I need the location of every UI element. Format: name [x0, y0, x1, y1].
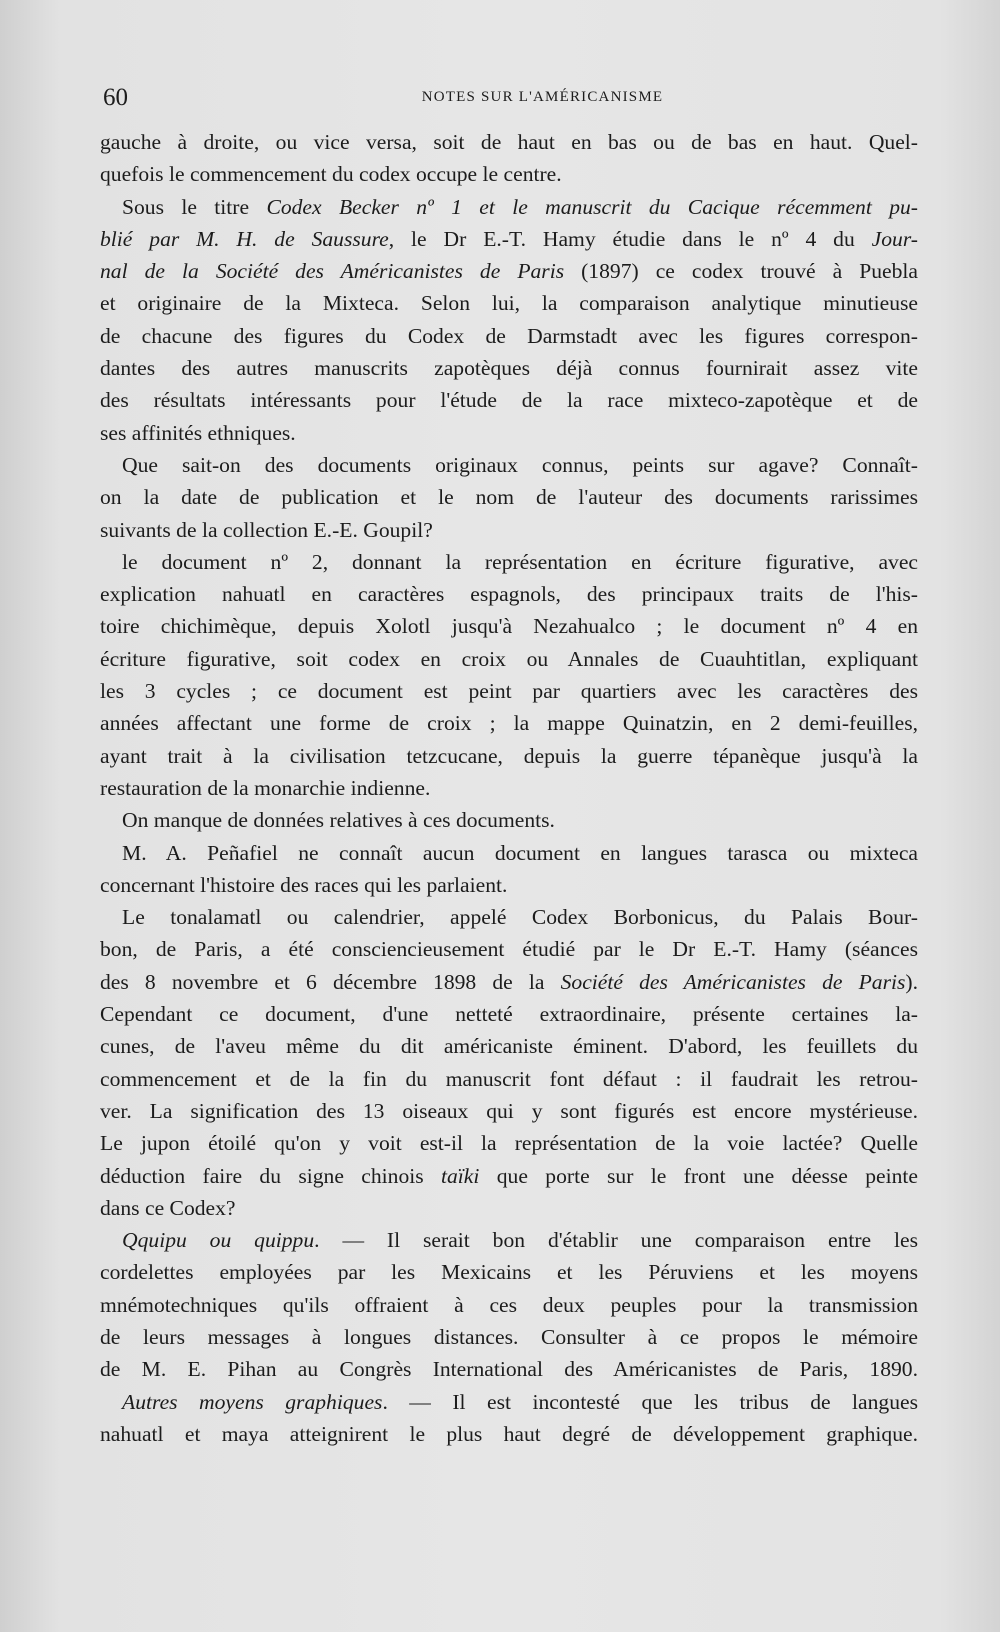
text-line: de chacune des figures du Codex de Darmstadt avec les figures correspon-: [100, 323, 918, 348]
text-line: les 3 cycles ; ce document est peint par quartiers avec les caractères des: [100, 679, 918, 704]
text-line: restauration de la monarchie indienne.: [100, 775, 431, 800]
text-line: ayant trait à la civilisation tetzcucane, depuis la guerre tépanèque jusqu'à la: [100, 743, 918, 768]
text-line: Le jupon étoilé qu'on y voit est-il la représentation de la voie lactée? Quelle: [100, 1131, 918, 1156]
body-text: [100, 126, 918, 1450]
text-line: suivants de la collection E.-E. Goupil?: [100, 517, 433, 542]
text-line: déduction faire du signe chinois taïki que porte sur le front une déesse peinte: [100, 1163, 918, 1188]
text-line: mnémotechniques qu'ils offraient à ces deux peuples pour la transmission: [100, 1292, 918, 1317]
text-line: Que sait-on des documents originaux connus, peints sur agave? Connaît-: [122, 452, 918, 477]
text-line: ses affinités ethniques.: [100, 420, 296, 445]
text-line: Qquipu ou quippu. — Il serait bon d'établir une comparaison entre les: [122, 1228, 918, 1253]
text-line: dantes des autres manuscrits zapotèques déjà connus fournirait assez vite: [100, 356, 918, 381]
text-line: toire chichimèque, depuis Xolotl jusqu'à Nezahualco ; le document nº 4 en: [100, 614, 918, 639]
text-line: explication nahuatl en caractères espagnols, des principaux traits de l'his-: [100, 582, 918, 607]
text-line: et originaire de la Mixteca. Selon lui, la comparaison analytique minutieuse: [100, 291, 918, 316]
text-line: On manque de données relatives à ces documents.: [122, 808, 555, 833]
text-line: quefois le commencement du codex occupe le centre.: [100, 162, 562, 187]
text-line: Cependant ce document, d'une netteté extraordinaire, présente certaines la-: [100, 1002, 918, 1027]
text-line: de M. E. Pihan au Congrès International des Américanistes de Paris, 1890.: [100, 1357, 918, 1382]
text-line: des résultats intéressants pour l'étude de la race mixteco-zapotèque et de: [100, 388, 918, 413]
page-number: 60: [103, 84, 128, 111]
text-line: nal de la Société des Américanistes de Paris (1897) ce codex trouvé à Puebla: [100, 259, 918, 284]
text-line: de leurs messages à longues distances. Consulter à ce propos le mémoire: [100, 1324, 918, 1349]
text-line: années affectant une forme de croix ; la mappe Quinatzin, en 2 demi-feuilles,: [100, 711, 918, 736]
text-line: concernant l'histoire des races qui les parlaient.: [100, 872, 508, 897]
text-line: on la date de publication et le nom de l'auteur des documents rarissimes: [100, 485, 918, 510]
page-header: [103, 84, 922, 114]
text-line: nahuatl et maya atteignirent le plus haut degré de développement graphique.: [100, 1421, 918, 1446]
running-title: NOTES SUR L'AMÉRICANISME: [421, 89, 664, 105]
text-line: cunes, de l'aveu même du dit américaniste éminent. D'abord, les feuillets du: [100, 1034, 918, 1059]
text-line: M. A. Peñafiel ne connaît aucun document en langues tarasca ou mixteca: [122, 840, 918, 865]
text-line: le document nº 2, donnant la représentation en écriture figurative, avec: [122, 549, 918, 574]
text-line: dans ce Codex?: [100, 1195, 236, 1220]
text-line: cordelettes employées par les Mexicains et les Péruviens et les moyens: [100, 1260, 918, 1285]
text-line: commencement et de la fin du manuscrit font défaut : il faudrait les retrou-: [100, 1066, 918, 1091]
text-line: bon, de Paris, a été consciencieusement étudié par le Dr E.-T. Hamy (séances: [100, 937, 918, 962]
text-line: Autres moyens graphiques. — Il est incontesté que les tribus de langues: [122, 1389, 918, 1414]
text-line: ver. La signification des 13 oiseaux qui y sont figurés est encore mystérieuse.: [100, 1098, 918, 1123]
text-line: gauche à droite, ou vice versa, soit de haut en bas ou de bas en haut. Quel-: [100, 130, 918, 154]
text-line: écriture figurative, soit codex en croix ou Annales de Cuauhtitlan, expliquant: [100, 646, 918, 671]
text-line: blié par M. H. de Saussure, le Dr E.-T. Hamy étudie dans le nº 4 du Jour-: [100, 226, 918, 251]
text-line: Le tonalamatl ou calendrier, appelé Codex Borbonicus, du Palais Bour-: [122, 905, 918, 930]
text-line: Sous le titre Codex Becker nº 1 et le manuscrit du Cacique récemment pu-: [122, 194, 918, 219]
text-line: des 8 novembre et 6 décembre 1898 de la Société des Américanistes de Paris).: [100, 969, 918, 994]
